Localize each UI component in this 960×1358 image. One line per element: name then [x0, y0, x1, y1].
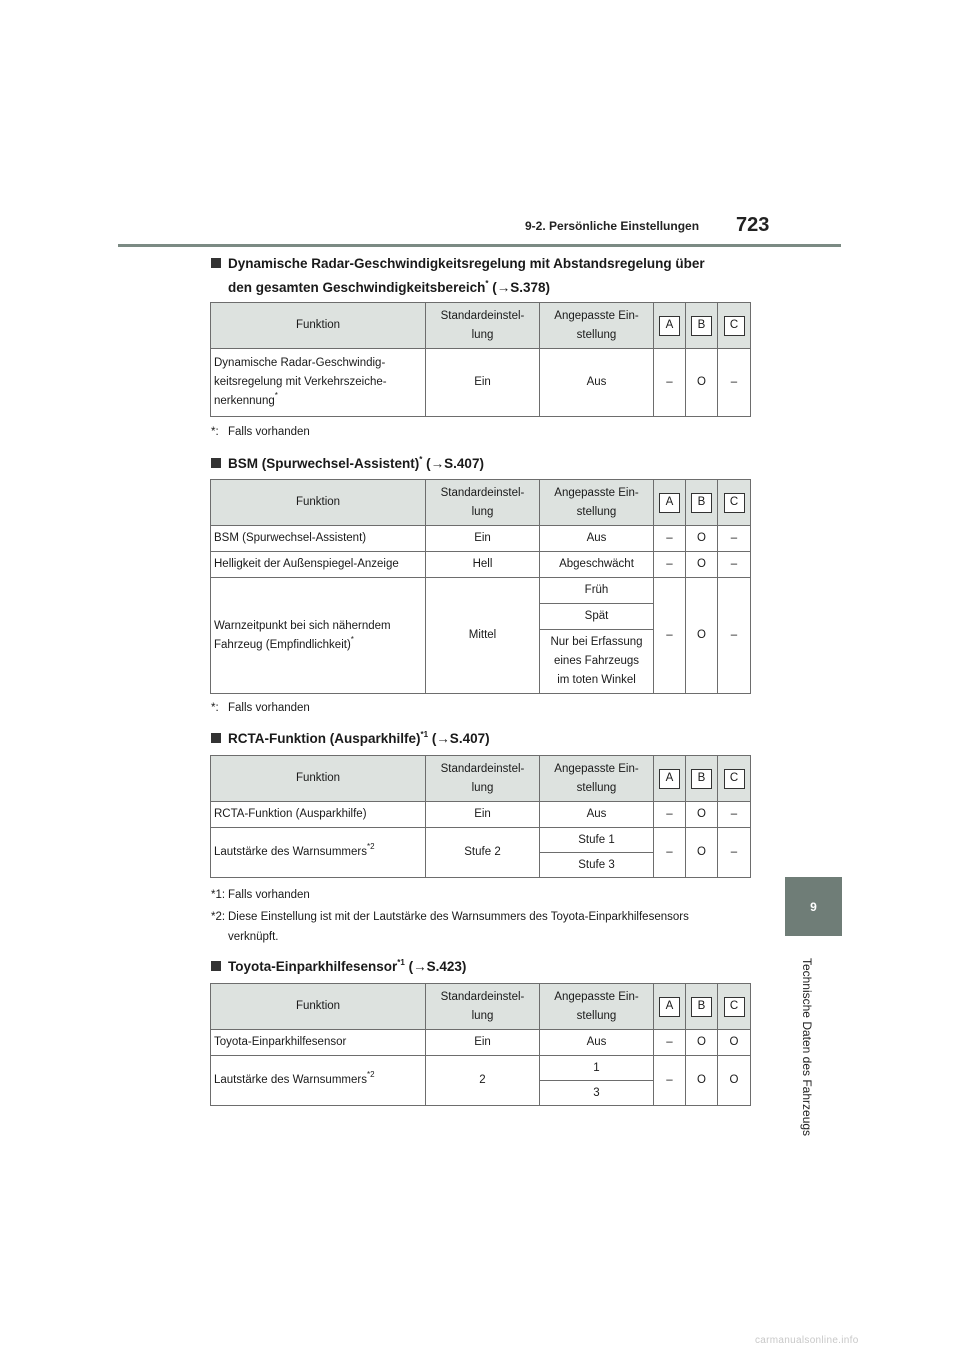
option-cell: Spät — [540, 604, 654, 630]
c-cell: – — [718, 828, 751, 878]
bullet-square-icon — [211, 458, 221, 468]
option-cell: Nur bei Erfassung eines Fahrzeugs im toten Winkel — [540, 630, 654, 694]
col-standard: Standardeinstel- lung — [426, 756, 540, 802]
col-c — [718, 984, 751, 1030]
default-cell: Stufe 2 — [426, 828, 540, 878]
col-c — [718, 480, 751, 526]
b-cell: O — [686, 552, 718, 578]
a-cell: – — [654, 1056, 686, 1106]
table-row — [211, 1056, 751, 1081]
header-rule — [118, 244, 841, 247]
letter-a-box: A — [659, 493, 680, 513]
a-cell: – — [654, 828, 686, 878]
section4-heading: Toyota-Einparkhilfesensor$^{*1}$ (→S.423) — [211, 955, 466, 979]
col-c — [718, 303, 751, 349]
a-cell: – — [654, 1030, 686, 1056]
b-cell: O — [686, 802, 718, 828]
col-b — [686, 984, 718, 1030]
col-custom: Angepasste Ein- stellung — [540, 303, 654, 349]
col-a — [654, 303, 686, 349]
table-header-row — [211, 480, 751, 526]
col-funktion: Funktion — [211, 480, 426, 526]
b-cell: O — [686, 349, 718, 417]
default-cell: Ein — [426, 349, 540, 417]
letter-c-box: C — [724, 769, 745, 789]
section3-footnote-2: *2: Diese Einstellung ist mit der Lautstärke des Warnsummers des Toyota-Einparkhilfesensors verknüpft. — [211, 911, 689, 943]
chapter-title-text: Technische Daten des Fahrzeugs — [800, 957, 815, 1136]
a-cell: – — [654, 578, 686, 694]
a-cell: – — [654, 802, 686, 828]
c-cell: – — [718, 552, 751, 578]
col-standard: Standardeinstel- lung — [426, 984, 540, 1030]
letter-c-box: C — [724, 316, 745, 336]
col-custom: Angepasste Ein- stellung — [540, 480, 654, 526]
chapter-tab: 9 — [785, 877, 842, 936]
function-cell: BSM (Spurwechsel-Assistent) — [211, 526, 426, 552]
table-row — [211, 526, 751, 552]
default-cell: Hell — [426, 552, 540, 578]
chapter-title — [798, 944, 816, 1149]
section3-footnote-1: *1: Falls vorhanden — [211, 889, 310, 901]
col-b — [686, 756, 718, 802]
col-a — [654, 984, 686, 1030]
a-cell: – — [654, 526, 686, 552]
letter-b-box: B — [691, 493, 712, 513]
col-c — [718, 756, 751, 802]
col-standard: Standardeinstel- lung — [426, 303, 540, 349]
function-cell: Toyota-Einparkhilfesensor — [211, 1030, 426, 1056]
col-funktion: Funktion — [211, 756, 426, 802]
section2-table — [210, 479, 751, 694]
c-cell: O — [718, 1030, 751, 1056]
b-cell: O — [686, 578, 718, 694]
section2-heading: BSM (Spurwechsel-Assistent)* (→S.407) — [211, 452, 484, 476]
table-header-row — [211, 756, 751, 802]
bullet-square-icon — [211, 733, 221, 743]
table-row — [211, 828, 751, 853]
default-cell: Mittel — [426, 578, 540, 694]
table-row — [211, 578, 751, 604]
b-cell: O — [686, 526, 718, 552]
custom-cell: Aus — [540, 349, 654, 417]
function-cell: Lautstärke des Warnsummers$^{*2}$ — [211, 1056, 426, 1106]
b-cell: O — [686, 1030, 718, 1056]
section1-table — [210, 302, 751, 417]
section2-footnote: *: Falls vorhanden — [211, 702, 310, 714]
default-cell: Ein — [426, 802, 540, 828]
option-cell: Stufe 1 — [540, 828, 654, 853]
b-cell: O — [686, 1056, 718, 1106]
col-b — [686, 480, 718, 526]
col-funktion: Funktion — [211, 303, 426, 349]
letter-a-box: A — [659, 769, 680, 789]
col-a — [654, 480, 686, 526]
bullet-square-icon — [211, 258, 221, 268]
col-b — [686, 303, 718, 349]
watermark: carmanualsonline.info — [755, 1335, 859, 1346]
default-cell: Ein — [426, 1030, 540, 1056]
custom-cell: Aus — [540, 802, 654, 828]
section-header: 9-2. Persönliche Einstellungen — [525, 219, 700, 233]
table-row — [211, 552, 751, 578]
letter-a-box: A — [659, 316, 680, 336]
letter-b-box: B — [691, 769, 712, 789]
col-standard: Standardeinstel- lung — [426, 480, 540, 526]
custom-cell: Aus — [540, 526, 654, 552]
c-cell: – — [718, 349, 751, 417]
col-custom: Angepasste Ein- stellung — [540, 984, 654, 1030]
function-cell: Lautstärke des Warnsummers$^{*2}$ — [211, 828, 426, 878]
section3-heading: RCTA-Funktion (Ausparkhilfe)$^{*1}$ (→S.407) — [211, 727, 490, 751]
letter-a-box: A — [659, 997, 680, 1017]
table-row — [211, 349, 751, 417]
c-cell: – — [718, 526, 751, 552]
letter-b-box: B — [691, 316, 712, 336]
b-cell: O — [686, 828, 718, 878]
option-cell: Früh — [540, 578, 654, 604]
function-cell: RCTA-Funktion (Ausparkhilfe) — [211, 802, 426, 828]
function-cell: Helligkeit der Außenspiegel-Anzeige — [211, 552, 426, 578]
section3-table — [210, 755, 751, 878]
a-cell: – — [654, 552, 686, 578]
default-cell: Ein — [426, 526, 540, 552]
option-cell: Stufe 3 — [540, 853, 654, 878]
option-cell: 3 — [540, 1081, 654, 1106]
table-header-row — [211, 303, 751, 349]
table-header-row — [211, 984, 751, 1030]
letter-b-box: B — [691, 997, 712, 1017]
col-funktion: Funktion — [211, 984, 426, 1030]
col-a — [654, 756, 686, 802]
letter-c-box: C — [724, 493, 745, 513]
custom-cell: Abgeschwächt — [540, 552, 654, 578]
a-cell: – — [654, 349, 686, 417]
c-cell: – — [718, 802, 751, 828]
function-cell: Warnzeitpunkt bei sich näherndem Fahrzeug (Empfindlichkeit)* — [211, 578, 426, 694]
page-number: 723 — [736, 214, 770, 236]
col-custom: Angepasste Ein- stellung — [540, 756, 654, 802]
table-row — [211, 1030, 751, 1056]
letter-c-box: C — [724, 997, 745, 1017]
custom-cell: Aus — [540, 1030, 654, 1056]
function-cell: Dynamische Radar-Geschwindig- keitsregelung mit Verkehrszeiche- nerkennung* — [211, 349, 426, 417]
section1-heading: Dynamische Radar-Geschwindigkeitsregelung mit Abstandsregelung über den gesamten Geschwindigkeitsbereich* (→S.378) — [211, 252, 705, 300]
bullet-square-icon — [211, 961, 221, 971]
section4-table — [210, 983, 751, 1106]
c-cell: – — [718, 578, 751, 694]
section1-footnote: *: Falls vorhanden — [211, 426, 310, 438]
table-row — [211, 802, 751, 828]
default-cell: 2 — [426, 1056, 540, 1106]
option-cell: 1 — [540, 1056, 654, 1081]
c-cell: O — [718, 1056, 751, 1106]
